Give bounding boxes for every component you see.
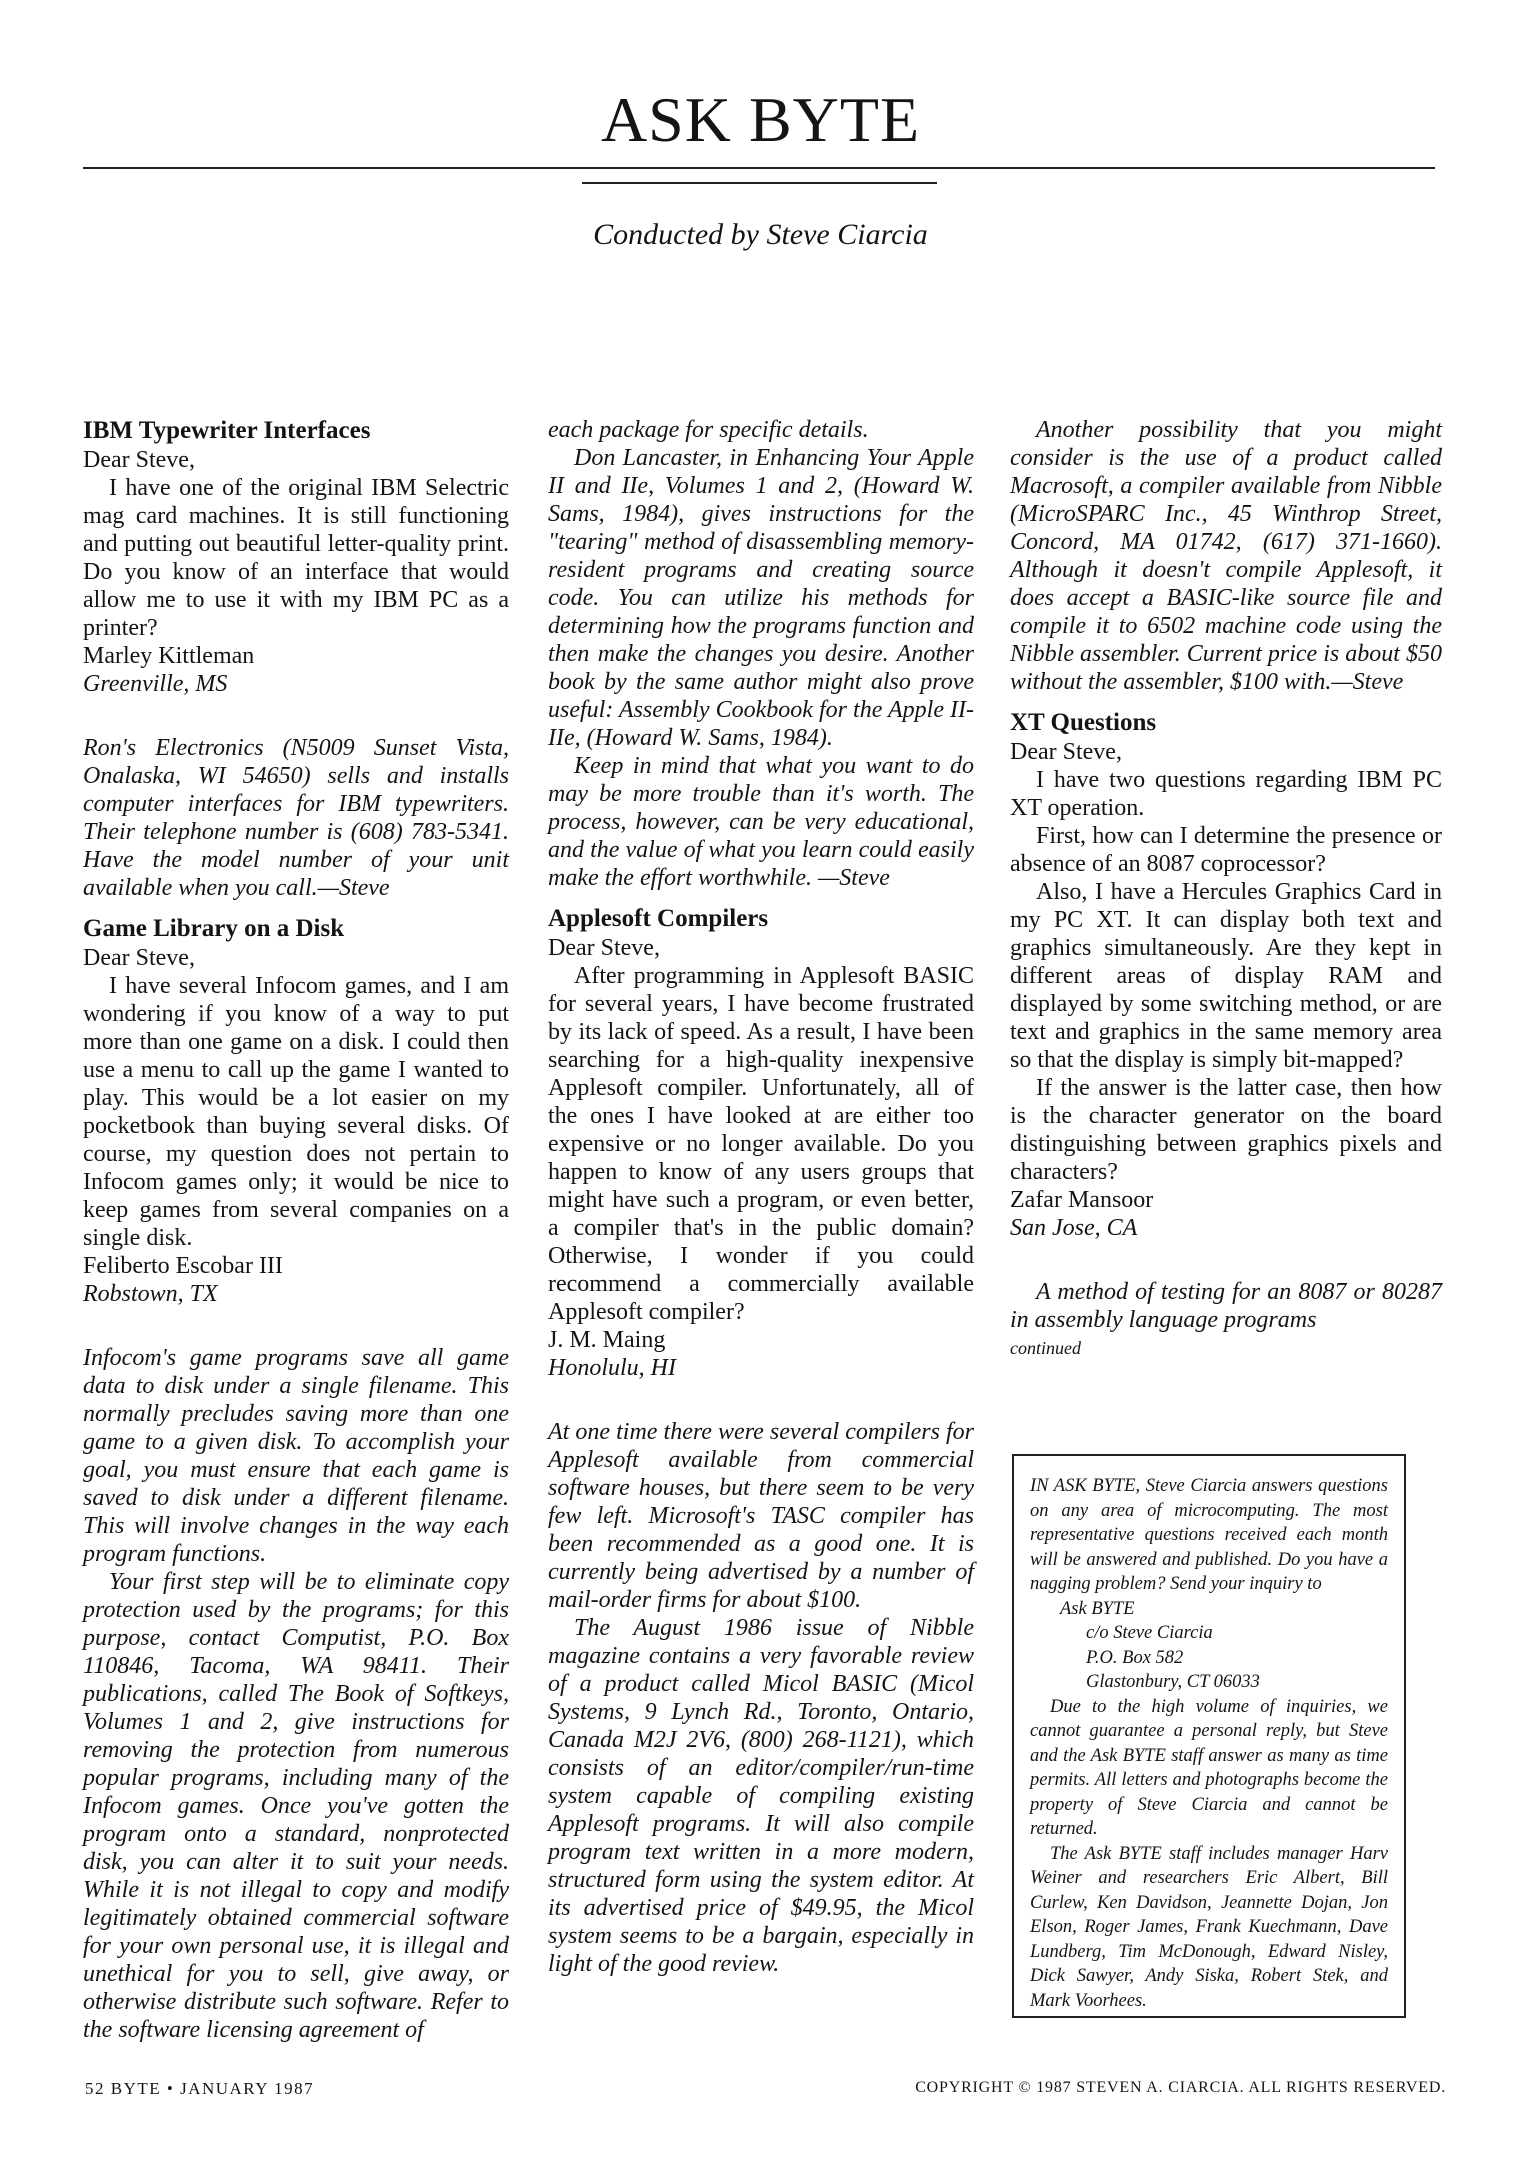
info-box [1012,1454,1406,2018]
info-intro: IN ASK BYTE, Steve Ciarcia answers questions on any area of microcomputing. The most representative questions received each month will be answered and published. Do you have a nagging problem? Send your inquiry to [1030,1476,1388,1594]
answer-text: Ron's Electronics (N5009 Sunset Vista, Onalaska, WI 54650) sells and installs computer interfaces for IBM typewriters. Their telephone number is (608) 783-5341. Have the model number of your unit available when you call.—Steve [83,735,509,901]
letter-body: I have two questions regarding IBM PC XT operation. [1010,767,1442,821]
info-staff: The Ask BYTE staff includes manager Harv Weiner and researchers Eric Albert, Bill Curlew, Ken Davidson, Jeannette Dojan, Jon Elson, Roger James, Frank Kuechmann, Dave Lundberg, Tim McDonough, Edward Nisley, Dick Sawyer, Andy Siska, Robert Stek, and Mark Voorhees. [1030,1843,1388,2011]
answer-text: each package for specific details. [548,417,869,443]
address-line: Glastonbury, CT 06033 [1086,1672,1260,1692]
answer-text: A method of testing for an 8087 or 80287 in assembly language programs [1010,1279,1442,1333]
copyright-notice: COPYRIGHT © 1987 STEVEN A. CIARCIA. ALL RIGHTS RESERVED. [915,2079,1446,2096]
section-heading: Applesoft Compilers [548,905,769,932]
letter-signature-name: Zafar Mansoor [1010,1187,1154,1213]
answer-text: The August 1986 issue of Nibble magazine contains a very favorable review of a product called Micol BASIC (Micol Systems, 9 Lynch Rd., Toronto, Ontario, Canada M2J 2V6, (800) 268-1121), which consists of an editor/compiler/run-time system capable of compiling existing Applesoft programs. It will also compile program text written in a more modern, structured form using the system editor. At its advertised price of $49.95, the Micol system seems to be a bargain, especially in light of the good review. [548,1615,974,1977]
info-disclaimer: Due to the high volume of inquiries, we cannot guarantee a personal reply, but Steve and the Ask BYTE staff answer as many as time permits. All letters and photographs become the property of Steve Ciarcia and cannot be returned. [1030,1696,1388,1839]
answer-text: At one time there were several compilers for Applesoft available from commercial software houses, but there seem to be very few left. Microsoft's TASC compiler has been recommended as a good one. It is currently being advertised by a number of mail-order firms for about $100. [548,1419,974,1613]
column-2 [548,416,974,1978]
page-title: ASK BYTE [600,84,921,155]
salutation: Dear Steve, [1010,739,1122,765]
letter-signature-place: Greenville, MS [83,671,228,697]
address-line: Ask BYTE [1060,1598,1135,1619]
byline: Conducted by Steve Ciarcia [593,218,928,251]
address-line: P.O. Box 582 [1086,1647,1184,1668]
column-1 [83,416,509,2044]
mailing-address [1030,1597,1388,1695]
section-heading: XT Questions [1010,709,1157,736]
title-underline [582,182,937,184]
letter-body: Also, I have a Hercules Graphics Card in my PC XT. It can display both text and graphics simultaneously. Are they kept in different areas of display RAM and displayed by some switching method, or are text and graphics in the same memory area so that the display is simply bit-mapped? [1010,879,1442,1073]
letter-signature-place: San Jose, CA [1010,1215,1138,1241]
column-3 [1010,416,1442,1362]
title-rule [83,167,1435,169]
letter-body: I have one of the original IBM Selectric mag card machines. It is still functioning and putting out beautiful letter-quality print. Do you know of an interface that would allow me to use it with my IBM PC as a printer? [83,475,509,641]
letter-signature-name: J. M. Maing [548,1327,666,1353]
answer-text: Don Lancaster, in Enhancing Your Apple II and IIe, Volumes 1 and 2, (Howard W. Sams, 1984), gives instructions for the "tearing" method of disassembling memory-resident programs and creating source code. You can utilize his methods for determining how the programs function and then make the changes you desire. Another book by the same author might also prove useful: Assembly Cookbook for the Apple II-IIe, (Howard W. Sams, 1984). [548,445,974,751]
section-heading: IBM Typewriter Interfaces [83,417,371,444]
letter-body: First, how can I determine the presence or absence of an 8087 coprocessor? [1010,823,1442,877]
letter-signature-name: Marley Kittleman [83,643,255,669]
answer-text: Another possibility that you might consider is the use of a product called Macrosoft, a compiler available from Nibble (MicroSPARC Inc., 45 Winthrop Street, Concord, MA 01742, (617) 371-1660). Although it doesn't compile Applesoft, it does accept a BASIC-like source file and compile it to 6502 machine code using the Nibble assembler. Current price is about $50 without the assembler, $100 with.—Steve [1010,417,1442,695]
salutation: Dear Steve, [548,935,660,961]
letter-signature-place: Robstown, TX [83,1281,218,1307]
letter-body: I have several Infocom games, and I am wondering if you know of a way to put more than one game on a disk. I could then use a menu to call up the game I wanted to play. This would be a lot easier on my pocketbook than buying several disks. Of course, my question does not pertain to Infocom games only; it would be nice to keep games from several companies on a single disk. [83,973,509,1251]
letter-signature-name: Feliberto Escobar III [83,1253,283,1279]
salutation: Dear Steve, [83,447,195,473]
answer-text: Your first step will be to eliminate copy protection used by the programs; for this purpose, contact Computist, P.O. Box 110846, Tacoma, WA 98411. Their publications, called The Book of Softkeys, Volumes 1 and 2, give instructions for removing the protection from numerous popular programs, including many of the Infocom games. Once you've gotten the program onto a standard, nonprotected disk, you can alter it to suit your needs. While it is not illegal to copy and modify legitimately obtained commercial software for your own personal use, it is illegal and unethical for you to sell, give away, or otherwise distribute such software. Refer to the software licensing agreement of [83,1569,509,2043]
address-line: c/o Steve Ciarcia [1086,1623,1213,1643]
continued-label: continued [1010,1338,1081,1358]
section-heading: Game Library on a Disk [83,915,345,942]
letter-signature-place: Honolulu, HI [548,1355,676,1381]
page-footer-folio: 52 BYTE • JANUARY 1987 [85,2079,315,2098]
salutation: Dear Steve, [83,945,195,971]
answer-text: Keep in mind that what you want to do may be more trouble than it's worth. The process, however, can be very educational, and the value of what you learn could easily make the effort worthwhile. —Steve [548,753,974,891]
answer-text: Infocom's game programs save all game data to disk under a single filename. This normally precludes saving more than one game to a given disk. To accomplish your goal, you must ensure that each game is saved to disk under a different filename. This will involve changes in the way each program functions. [83,1345,509,1567]
letter-body: If the answer is the latter case, then how is the character generator on the board distinguishing between graphics pixels and characters? [1010,1075,1442,1185]
letter-body: After programming in Applesoft BASIC for several years, I have become frustrated by its lack of speed. As a result, I have been searching for a high-quality inexpensive Applesoft compiler. Unfortunately, all of the ones I have looked at are either too expensive or no longer available. Do you happen to know of any users groups that might have such a program, or even better, a compiler that's in the public domain? Otherwise, I wonder if you could recommend a commercially available Applesoft compiler? [548,963,974,1325]
